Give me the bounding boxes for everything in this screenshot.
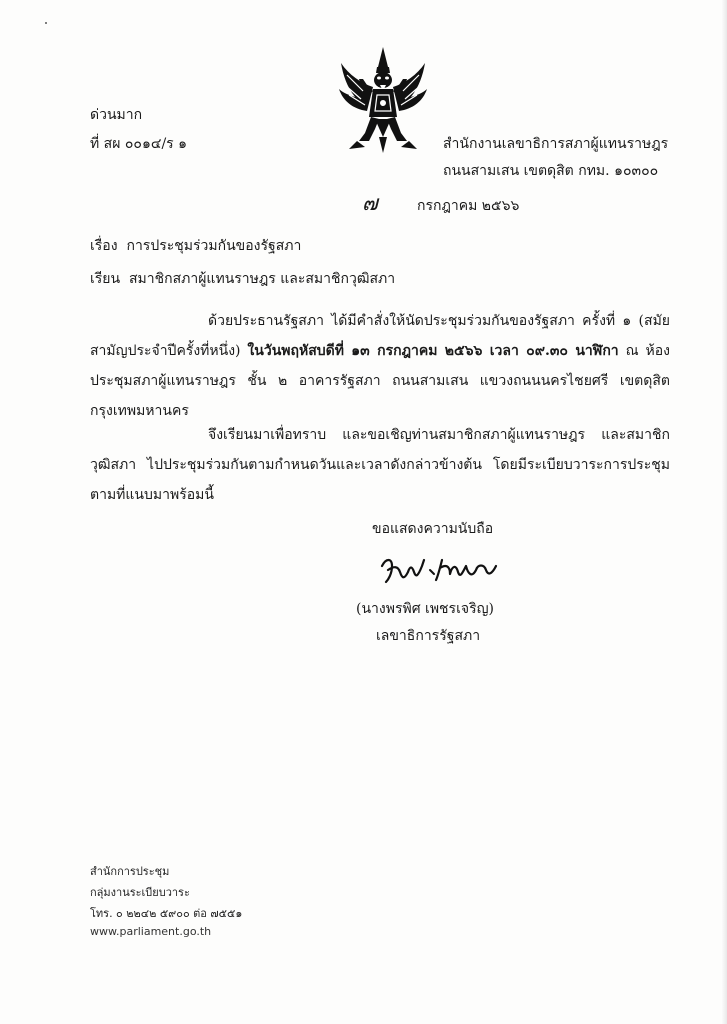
urgency-label: ด่วนมาก bbox=[90, 107, 143, 123]
meeting-datetime: ในวันพฤหัสบดีที่ ๑๓ กรกฎาคม ๒๕๖๖ เวลา ๐๙.๓๐ นาฬิกา bbox=[247, 343, 619, 359]
signer-name: (นางพรพิศ เพชรเจริญ) bbox=[356, 601, 494, 617]
body-paragraph-2: จึงเรียนมาเพื่อทราบ และขอเชิญท่านสมาชิกสภาผู้แทนราษฎร และสมาชิกวุฒิสภา ไปประชุมร่วมกันตามกำหนดวันและเวลาดังกล่าวข้างต้น โดยมีระเบียบวาระการประชุม ตามที่แนบมาพร้อมนี้ bbox=[90, 427, 670, 503]
handwritten-signature bbox=[378, 552, 502, 588]
body-paragraph-1-intro: ด้วยประธานรัฐสภา ได้มีคำสั่งให้นัดประชุมร่วมกันของรัฐสภา ครั้งที่ ๑ (สมัยสามัญประจำปีครั้งที่หนึ่ง) bbox=[90, 313, 670, 359]
signer-title: เลขาธิการรัฐสภา bbox=[376, 628, 481, 644]
footer-website-link[interactable]: www.parliament.go.th bbox=[90, 925, 212, 938]
body-paragraph-1-venue: ณ ห้องประชุมสภาผู้แทนราษฎร ชั้น ๒ อาคารรัฐสภา ถนนสามเสน แขวงถนนนครไชยศรี เขตดุสิต กรุงเทพมหานคร bbox=[90, 343, 670, 419]
subject-text: การประชุมร่วมกันของรัฐสภา bbox=[126, 238, 302, 254]
footer-phone: โทร. ๐ ๒๒๔๒ ๕๙๐๐ ต่อ ๗๕๕๑ bbox=[90, 907, 243, 920]
scan-speck bbox=[45, 22, 47, 24]
subject-label: เรื่อง bbox=[90, 238, 118, 254]
date-month-year: กรกฎาคม ๒๕๖๖ bbox=[417, 198, 520, 214]
date-day: ๗ bbox=[362, 191, 378, 215]
recipient-line bbox=[90, 268, 395, 290]
recipient-text: สมาชิกสภาผู้แทนราษฎร และสมาชิกวุฒิสภา bbox=[128, 271, 396, 287]
garuda-emblem-icon bbox=[335, 45, 431, 155]
sender-office: สำนักงานเลขาธิการสภาผู้แทนราษฎร bbox=[443, 136, 669, 152]
reference-number: ที่ สผ ๐๐๑๔/ร ๑ bbox=[90, 136, 188, 152]
closing-salutation: ขอแสดงความนับถือ bbox=[372, 521, 494, 537]
scan-edge-shadow bbox=[721, 0, 727, 1024]
footer-department: สำนักการประชุม bbox=[90, 865, 170, 878]
subject-line bbox=[90, 235, 301, 257]
sender-address: ถนนสามเสน เขตดุสิต กทม. ๑๐๓๐๐ bbox=[443, 163, 659, 179]
footer-unit: กลุ่มงานระเบียบวาระ bbox=[90, 886, 190, 899]
recipient-label: เรียน bbox=[90, 271, 121, 287]
body-paragraph-1 bbox=[90, 306, 670, 426]
